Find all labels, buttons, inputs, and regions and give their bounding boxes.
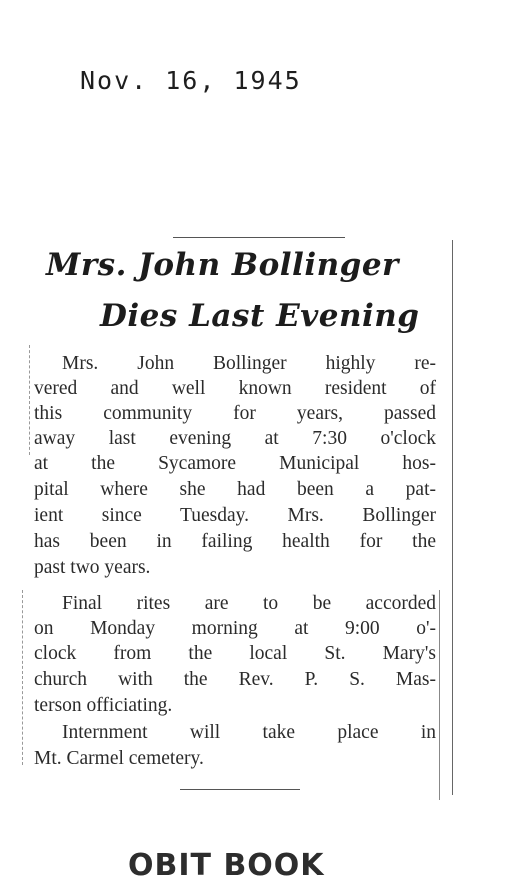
text-line: at the Sycamore Municipal hos- [34, 453, 436, 474]
text-line: terson officiating. [34, 695, 173, 716]
text-line: Mrs. John Bollinger highly re- [62, 353, 436, 374]
text-line: pital where she had been a pat- [34, 479, 436, 500]
text-line: Internment will take place in [62, 722, 436, 743]
text-line: this community for years, passed [34, 403, 436, 424]
top-rule [173, 237, 345, 238]
text-line: church with the Rev. P. S. Mas- [34, 669, 436, 690]
text-line: away last evening at 7:30 o'clock [34, 428, 436, 449]
column-border-right-inner [439, 590, 440, 800]
clipping-date: Nov. 16, 1945 [80, 66, 302, 95]
text-line: has been in failing health for the [34, 531, 436, 552]
text-line: on Monday morning at 9:00 o'- [34, 618, 436, 639]
text-line: vered and well known resident of [34, 378, 436, 399]
column-border-right [452, 240, 453, 795]
text-line: ient since Tuesday. Mrs. Bollinger [34, 505, 436, 526]
column-border-left-bottom [22, 590, 23, 765]
bottom-rule [180, 789, 300, 790]
obit-book-stamp: OBIT BOOK [128, 848, 325, 883]
headline-line-2: Dies Last Evening [100, 298, 420, 334]
column-border-left-top [29, 345, 30, 455]
text-line: Final rites are to be accorded [62, 593, 436, 614]
headline-line-1: Mrs. John Bollinger [46, 247, 399, 283]
text-line: Mt. Carmel cemetery. [34, 748, 204, 769]
text-line: clock from the local St. Mary's [34, 643, 436, 664]
text-line: past two years. [34, 557, 151, 578]
